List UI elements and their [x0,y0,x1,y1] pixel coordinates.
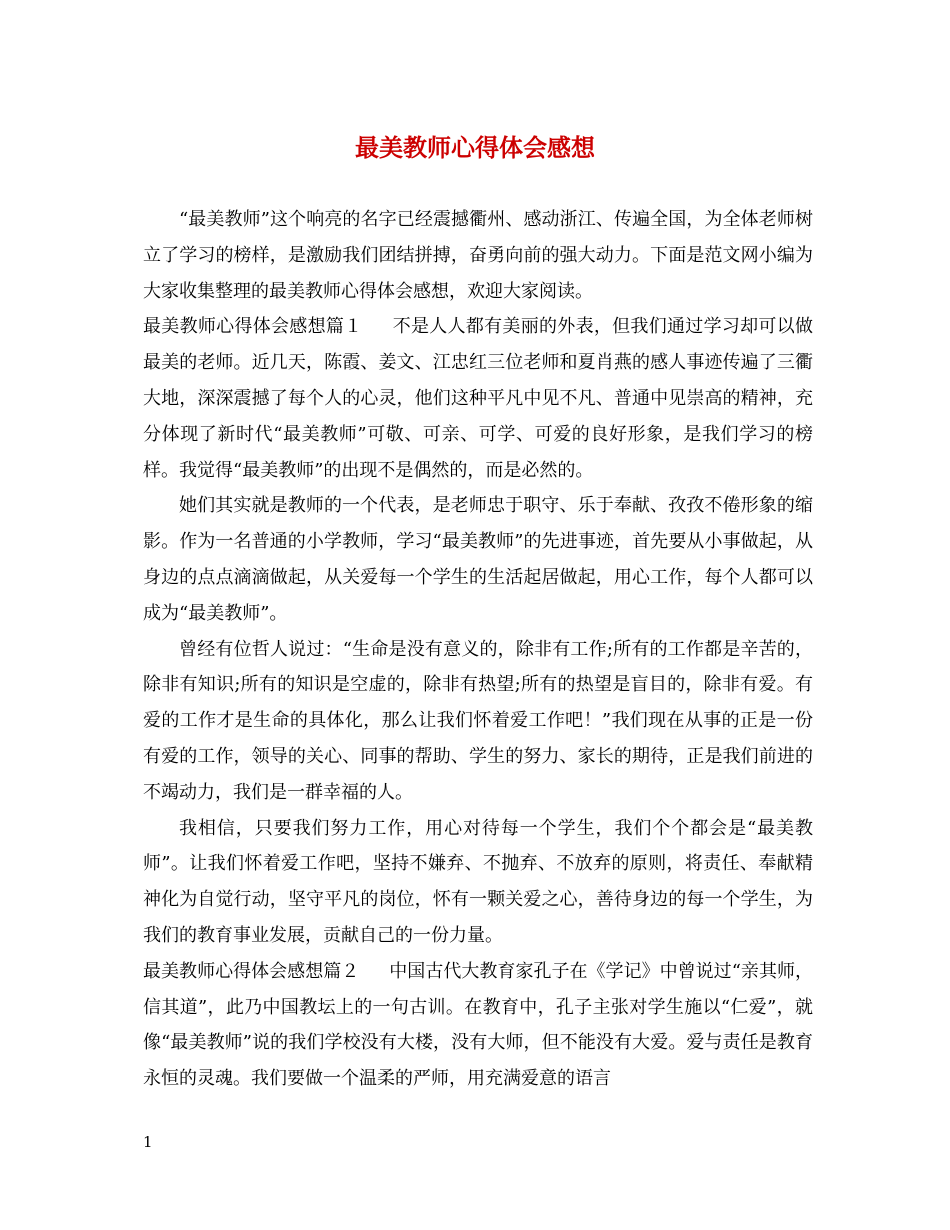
section-1-heading: 最美教师心得体会感想篇１ [143,316,363,338]
section-1-paragraph [143,309,813,488]
document-body [143,202,813,1097]
section-2-heading: 最美教师心得体会感想篇２ [143,960,360,982]
body-paragraph: 曾经有位哲人说过：“生命是没有意义的，除非有工作;所有的工作都是辛苦的，除非有知识;所有的知识是空虚的，除非有热望;所有的热望是盲目的，除非有爱。有爱的工作才是生命的具体化，那么让我们怀着爱工作吧！”我们现在从事的正是一份有爱的工作，领导的关心、同事的帮助、学生的努力、家长的期待，正是我们前进的不竭动力，我们是一群幸福的人。 [143,638,813,803]
body-paragraph: 我相信，只要我们努力工作，用心对待每一个学生，我们个个都会是“最美教师”。让我们怀着爱工作吧，坚持不嫌弃、不抛弃、不放弃的原则，将责任、奉献精神化为自觉行动，坚守平凡的岗位，怀有一颗关爱之心，善待身边的每一个学生，为我们的教育事业发展，贡献自己的一份力量。 [143,817,813,946]
body-paragraph: 她们其实就是教师的一个代表，是老师忠于职守、乐于奉献、孜孜不倦形象的缩影。作为一名普通的小学教师，学习“最美教师”的先进事迹，首先要从小事做起，从身边的点点滴滴做起，从关爱每一个学生的生活起居做起，用心工作，每个人都可以成为“最美教师”。 [143,495,813,624]
section-1-first-paragraph: 不是人人都有美丽的外表，但我们通过学习却可以做最美的老师。近几天，陈霞、姜文、江忠红三位老师和夏肖燕的感人事迹传遍了三衢大地，深深震撼了每个人的心灵，他们这种平凡中见不凡、普通中见崇高的精神，充分体现了新时代“最美教师”可敬、可亲、可学、可爱的良好形象，是我们学习的榜样。我觉得“最美教师”的出现不是偶然的，而是必然的。 [143,316,814,481]
page-number: 1 [143,1133,153,1151]
intro-paragraph: “最美教师”这个响亮的名字已经震撼衢州、感动浙江、传遍全国，为全体老师树立了学习的榜样，是激励我们团结拼搏，奋勇向前的强大动力。下面是范文网小编为大家收集整理的最美教师心得体会感想，欢迎大家阅读。 [143,209,813,302]
section-2-first-paragraph: 中国古代大教育家孔子在《学记》中曾说过“亲其师，信其道”，此乃中国教坛上的一句古训。在教育中，孔子主张对学生施以“仁爱”，就像“最美教师”说的我们学校没有大楼，没有大师，但不能没有大爱。爱与责任是教育永恒的灵魂。我们要做一个温柔的严师，用充满爱意的语言 [143,960,813,1090]
section-2-paragraph [143,954,813,1097]
document-title: 最美教师心得体会感想 [355,133,595,162]
